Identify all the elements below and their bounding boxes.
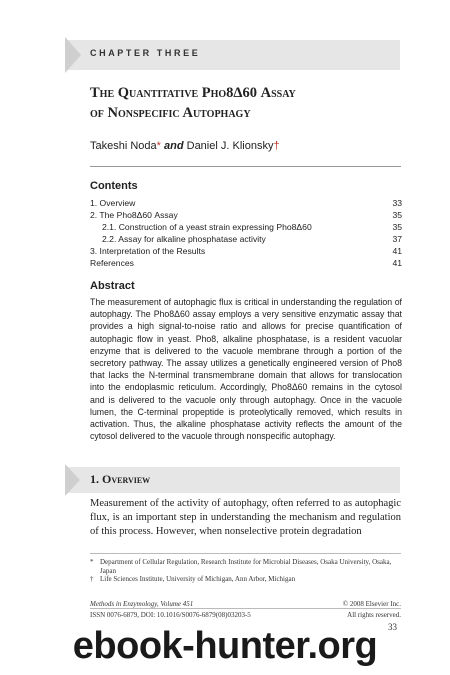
author-line [90,140,280,152]
section-title: 1. Overview [90,472,151,486]
divider [90,166,401,167]
footnote-text: Life Sciences Institute, University of Michigan, Ann Arbor, Michigan [100,575,296,584]
author-2: Daniel J. Klionsky [186,140,274,152]
journal-info: Methods in Enzymology, Volume 451 [90,600,194,608]
page-number: 33 [388,622,397,632]
body-paragraph: Measurement of the activity of autophagy, often referred to as autophagic flux, is an important step in understanding the mechanism and regulation of this process. However, when nonselective protein degradation [90,498,401,537]
author-2-footnote-mark[interactable]: † [273,140,280,152]
toc-entry-label: 1. Overview [90,198,136,208]
toc-entry[interactable] [90,221,402,233]
toc-entry[interactable] [90,209,402,221]
footnote [90,575,401,584]
toc-entry-page: 41 [392,258,402,269]
toc-entry-label: References [90,258,134,269]
watermark: ebook-hunter.org [72,625,378,667]
section-arrow-icon [65,464,80,496]
toc-entry-label: 2.1. Construction of a yeast strain expressing Pho8Δ60 [102,222,312,233]
meta-row [90,611,401,620]
chapter-title-line1: The Quantitative Pho8Δ60 Assay [90,85,296,101]
toc-entry[interactable] [90,245,402,257]
footnote-divider [90,553,401,554]
toc-entry[interactable] [90,233,402,245]
chapter-arrow-icon [65,37,81,73]
issn-doi: ISSN 0076-6879, DOI: 10.1016/S0076-6879(08)03203-5 [90,610,251,619]
abstract-heading: Abstract [90,280,135,292]
author-1: Takeshi Noda [90,140,157,152]
rights: All rights reserved. [347,610,401,619]
meta-divider [90,608,401,609]
contents-heading: Contents [90,180,138,192]
author-conjunction: and [164,140,184,152]
author-1-footnote-mark[interactable]: * [156,140,161,152]
toc-entry-page: 33 [392,198,402,208]
toc-entry[interactable] [90,197,402,209]
chapter-title [90,83,420,123]
abstract-text: The measurement of autophagic flux is critical in understanding the regulation of autophagy. The Pho8Δ60 assay employs a very sensitive enzymatic assay that provides a high signal-to-noise ratio and allows for precise quantification of autophagic flow in yeast. Pho8, alkaline phosphatase, is a resident vacuolar enzyme that is delivered to the vacuole membrane through a portion of the secretory pathway. The assay utilizes a genetically engineered version of Pho8 that lacks the N-terminal transmembrane domain that allows for translocation into the endoplasmic reticulum. Accordingly, Pho8Δ60 remains in the cytosol and is delivered to the vacuole only through autophagy. Once in the vacuole lumen, the C-terminal propeptide is proteolytically removed, which results in activation. Thus, the alkaline phosphatase activity reflects the amount of the cytosol delivered to the vacuole through nonspecific autophagy. [90,297,402,442]
copyright: © 2008 Elsevier Inc. [342,600,401,608]
publication-meta [90,600,401,619]
toc-entry[interactable] [90,257,402,269]
toc-entry-label: 2.2. Assay for alkaline phosphatase activity [102,234,266,245]
toc-entry-label: 2. The Pho8Δ60 Assay [90,210,178,221]
chapter-label: CHAPTER THREE [90,48,201,58]
footnotes [90,558,401,584]
toc-entry-page: 35 [392,210,402,221]
footnote-symbol: † [90,575,94,584]
table-of-contents [90,197,402,270]
footnote-symbol: * [90,558,94,566]
toc-entry-page: 35 [392,222,402,233]
footnote [90,558,401,575]
chapter-title-line2: of Nonspecific Autophagy [90,105,251,121]
toc-entry-label: 3. Interpretation of the Results [90,246,206,257]
footnote-text: Department of Cellular Regulation, Research Institute for Microbial Diseases, Osaka University, Osaka, Japan [100,558,392,575]
toc-entry-page: 41 [392,246,402,257]
toc-entry-page: 37 [392,234,402,245]
